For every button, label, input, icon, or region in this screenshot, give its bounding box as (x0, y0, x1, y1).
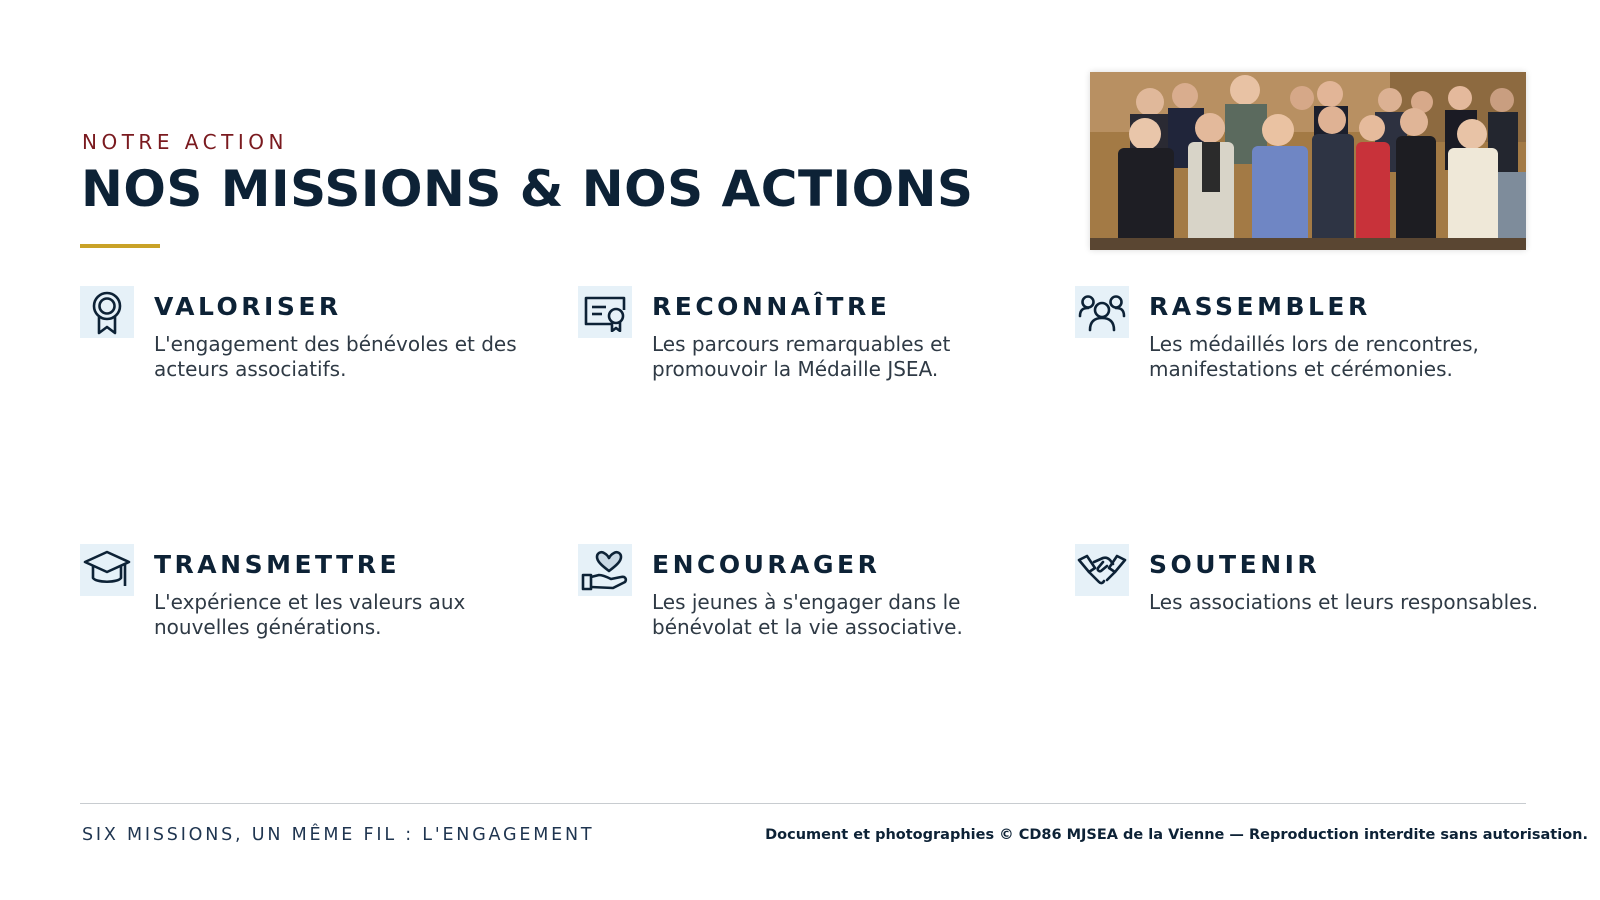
mission-description: L'expérience et les valeurs aux nouvelles générations. (154, 590, 466, 639)
mission-title: ENCOURAGER (652, 550, 881, 579)
mission-title: RASSEMBLER (1149, 292, 1371, 321)
mission-description: Les parcours remarquables et promouvoir la Médaille JSEA. (652, 332, 951, 381)
mission-title: VALORISER (154, 292, 342, 321)
mission-card-reconnaitre (578, 286, 1018, 396)
footer-tagline: SIX MISSIONS, UN MÊME FIL : L'ENGAGEMENT (82, 825, 595, 845)
group-photo (1090, 72, 1526, 250)
handshake-icon (1075, 544, 1129, 596)
mission-title: SOUTENIR (1149, 550, 1321, 579)
footer-divider (80, 803, 1526, 804)
mission-description: L'engagement des bénévoles et des acteurs associatifs. (154, 332, 517, 381)
mission-card-valoriser (80, 286, 520, 396)
medal-icon (80, 286, 134, 338)
mission-card-rassembler (1075, 286, 1515, 396)
mission-card-soutenir (1075, 544, 1539, 654)
footer-copyright: Document et photographies © CD86 MJSEA de la Vienne — Reproduction interdite sans autorisation. (765, 827, 1588, 843)
title-underline (80, 244, 160, 248)
graduation-cap-icon (80, 544, 134, 596)
group-photo-image (1090, 72, 1526, 250)
mission-description: Les associations et leurs responsables. (1149, 590, 1539, 614)
mission-description: Les médaillés lors de rencontres, manifestations et cérémonies. (1149, 332, 1479, 381)
group-icon (1075, 286, 1129, 338)
mission-card-transmettre (80, 544, 520, 654)
eyebrow-label: NOTRE ACTION (82, 130, 288, 154)
mission-card-encourager (578, 544, 1018, 654)
hand-heart-icon (578, 544, 632, 596)
mission-description: Les jeunes à s'engager dans le bénévolat et la vie associative. (652, 590, 963, 639)
page-title: NOS MISSIONS & NOS ACTIONS (81, 160, 974, 218)
mission-title: RECONNAÎTRE (652, 292, 891, 321)
mission-title: TRANSMETTRE (154, 550, 401, 579)
certificate-icon (578, 286, 632, 338)
